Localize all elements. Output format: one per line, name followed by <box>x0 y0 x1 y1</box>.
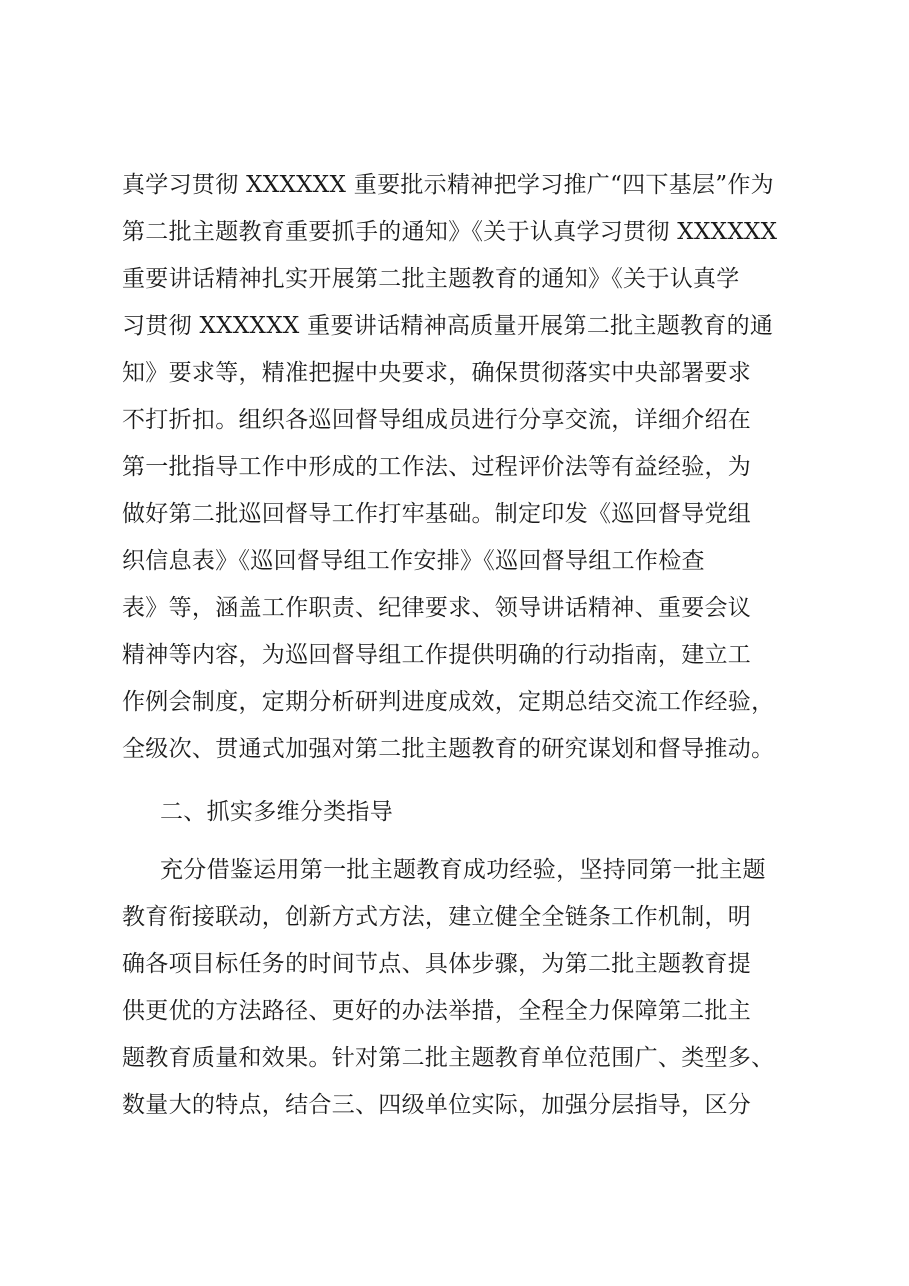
paragraph-line: 精神等内容，为巡回督导组工作提供明确的行动指南，建立工 <box>122 642 752 668</box>
paragraph-line: 充分借鉴运用第一批主题教育成功经验，坚持同第一批主题 <box>160 857 766 883</box>
paragraph-line: 表》等，涵盖工作职责、纪律要求、领导讲话精神、重要会议 <box>122 595 752 621</box>
paragraph-line: 题教育质量和效果。针对第二批主题教育单位范围广、类型多、 <box>122 1045 775 1071</box>
paragraph-line: 做好第二批巡回督导工作打牢基础。制定印发《巡回督导党组 <box>122 501 752 527</box>
paragraph-line: 织信息表》《巡回督导组工作安排》《巡回督导组工作检查 <box>122 548 705 574</box>
paragraph-line: 第一批指导工作中形成的工作法、过程评价法等有益经验，为 <box>122 454 752 480</box>
paragraph-line: 真学习贯彻 XXXXXX 重要批示精神把学习推广“四下基层”作为 <box>122 172 774 198</box>
paragraph-line: 知》要求等，精准把握中央要求，确保贯彻落实中央部署要求 <box>122 360 752 386</box>
paragraph-line: 教育衔接联动，创新方式方法，建立健全全链条工作机制，明 <box>122 904 752 930</box>
paragraph-line: 数量大的特点，结合三、四级单位实际，加强分层指导，区分 <box>122 1092 752 1118</box>
paragraph-line: 确各项目标任务的时间节点、具体步骤，为第二批主题教育提 <box>122 951 752 977</box>
paragraph-line: 重要讲话精神扎实开展第二批主题教育的通知》《关于认真学 <box>122 266 740 292</box>
paragraph-line: 第二批主题教育重要抓手的通知》《关于认真学习贯彻 XXXXXX <box>122 219 778 245</box>
section-heading: 二、抓实多维分类指导 <box>160 799 393 825</box>
paragraph-line: 作例会制度，定期分析研判进度成效，定期总结交流工作经验， <box>122 689 775 715</box>
paragraph-line: 全级次、贯通式加强对第二批主题教育的研究谋划和督导推动。 <box>122 736 775 762</box>
paragraph-line: 不打折扣。组织各巡回督导组成员进行分享交流，详细介绍在 <box>122 407 752 433</box>
paragraph-line: 供更优的方法路径、更好的办法举措，全程全力保障第二批主 <box>122 998 752 1024</box>
paragraph-line: 习贯彻 XXXXXX 重要讲话精神高质量开展第二批主题教育的通 <box>122 313 774 339</box>
